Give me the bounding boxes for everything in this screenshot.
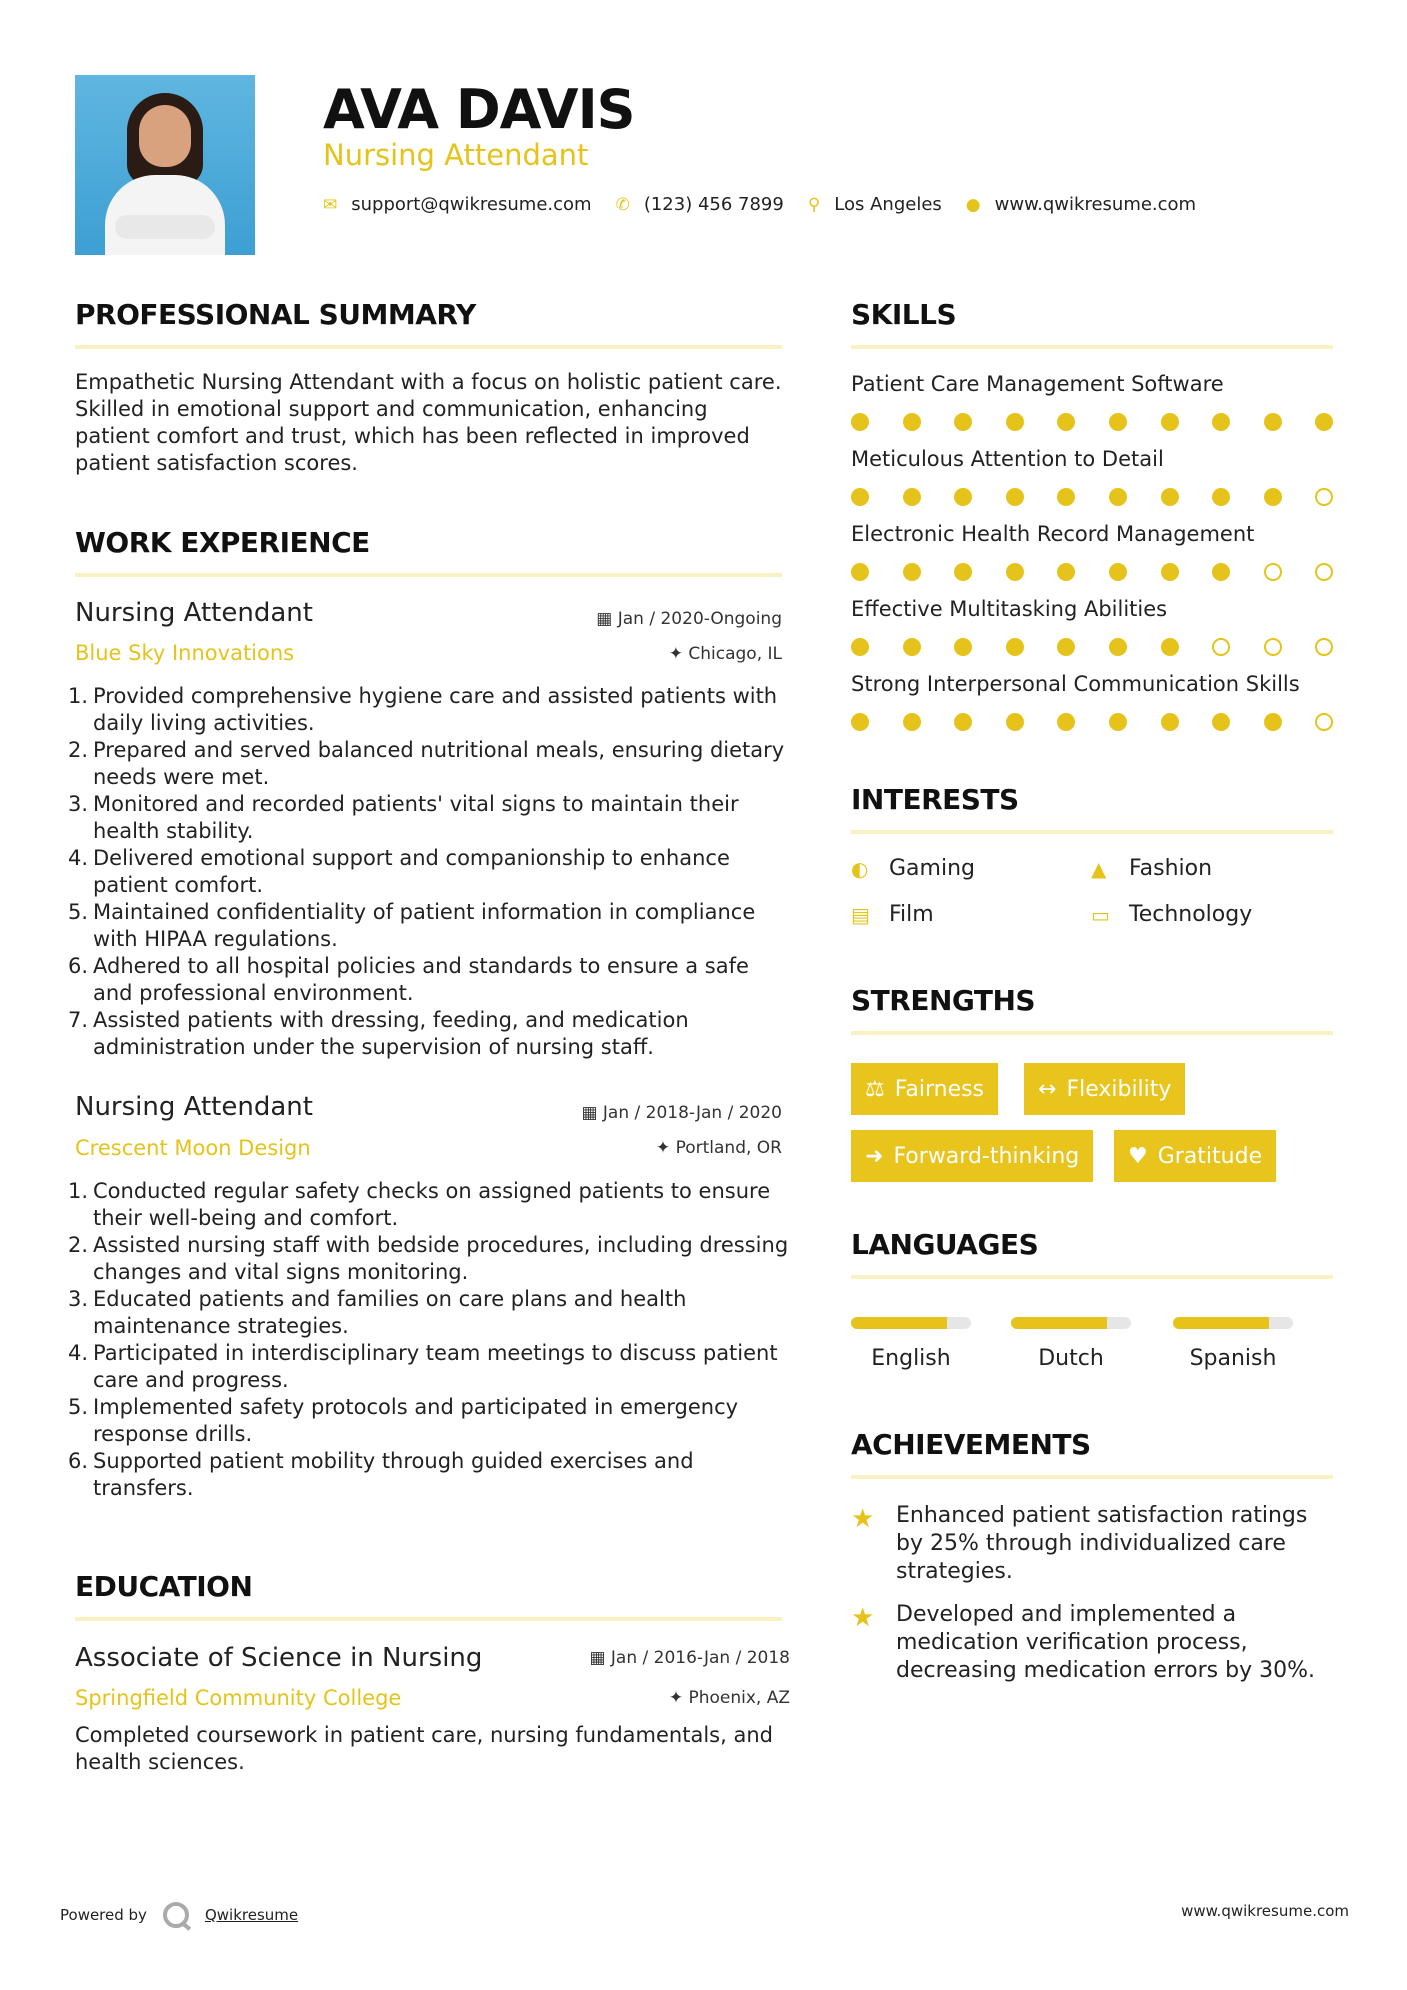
rating-dot-filled	[903, 638, 921, 656]
rating-dot-filled	[1161, 713, 1179, 731]
rating-dot-filled	[851, 413, 869, 431]
list-item: 4. Delivered emotional support and companionship to enhance patient comfort.	[68, 846, 730, 897]
skill-name: Patient Care Management Software	[851, 372, 1224, 396]
education-text: Completed coursework in patient care, nursing fundamentals, and health sciences.	[75, 1723, 773, 1774]
rating-dot-filled	[1161, 488, 1179, 506]
rating-dot-empty	[1264, 638, 1282, 656]
languages-title: LANGUAGES	[851, 1228, 1039, 1261]
rating-dot-filled	[1057, 413, 1075, 431]
list-item: 2. Prepared and served balanced nutritional meals, ensuring dietary needs were met.	[68, 738, 785, 789]
job-company: Blue Sky Innovations	[75, 641, 295, 665]
rating-dot-filled	[1161, 638, 1179, 656]
list-item: 2. Assisted nursing staff with bedside procedures, including dressing changes and vital signs monitoring.	[68, 1233, 789, 1284]
laptop-icon: ▭	[1091, 902, 1110, 927]
list-item: 6. Supported patient mobility through guided exercises and transfers.	[68, 1449, 694, 1500]
list-item: 7. Assisted patients with dressing, feeding, and medication administration under the supervision of nursing staff.	[68, 1008, 689, 1059]
school-name: Springfield Community College	[75, 1686, 402, 1710]
list-item: 3. Educated patients and families on care plans and health maintenance strategies.	[68, 1287, 687, 1338]
rating-dot-empty	[1315, 488, 1333, 506]
list-item: 5. Maintained confidentiality of patient information in compliance with HIPAA regulations.	[68, 900, 756, 951]
pin-icon: ✦	[655, 1138, 671, 1158]
rating-dot-filled	[851, 488, 869, 506]
rating-dot-filled	[851, 563, 869, 581]
rating-dot-filled	[1057, 638, 1075, 656]
rating-dot-filled	[851, 713, 869, 731]
skill-rating	[851, 563, 1335, 583]
envelope-icon: ✉	[323, 194, 338, 215]
rating-dot-filled	[954, 488, 972, 506]
strength-flexibility: ↔ Flexibility	[1024, 1063, 1185, 1115]
strengths-title: STRENGTHS	[851, 984, 1036, 1017]
rating-dot-filled	[1161, 413, 1179, 431]
list-item: 1. Provided comprehensive hygiene care and assisted patients with daily living activities.	[68, 684, 778, 735]
list-item: 3. Monitored and recorded patients' vital signs to maintain their health stability.	[68, 792, 739, 843]
section-divider	[75, 1617, 782, 1621]
degree-title: Associate of Science in Nursing	[75, 1643, 483, 1673]
language-name: Dutch	[1038, 1346, 1104, 1371]
pin-icon: ✦	[668, 1688, 684, 1708]
rating-dot-filled	[1264, 713, 1282, 731]
job-date: ▦ Jan / 2020-Ongoing	[596, 609, 782, 629]
rating-dot-filled	[1212, 413, 1230, 431]
education-title: EDUCATION	[75, 1570, 253, 1603]
rating-dot-filled	[1315, 413, 1333, 431]
list-item: 5. Implemented safety protocols and participated in emergency response drills.	[68, 1395, 739, 1446]
achievements-title: ACHIEVEMENTS	[851, 1428, 1091, 1461]
contact-website[interactable]: www.qwikresume.com	[994, 194, 1197, 215]
rating-dot-filled	[1212, 563, 1230, 581]
section-divider	[851, 1275, 1333, 1279]
interest-gaming: ◐ Gaming	[851, 856, 975, 881]
calendar-icon: ▦	[596, 609, 613, 629]
rating-dot-filled	[1109, 713, 1127, 731]
rating-dot-filled	[851, 638, 869, 656]
section-divider	[851, 345, 1333, 349]
contact-phone[interactable]: (123) 456 7899	[643, 194, 784, 215]
language-level-fill	[851, 1317, 947, 1329]
language-name: Spanish	[1189, 1346, 1277, 1371]
job-title: Nursing Attendant	[75, 1092, 313, 1122]
rating-dot-empty	[1315, 563, 1333, 581]
rating-dot-filled	[1109, 563, 1127, 581]
rating-dot-filled	[1212, 713, 1230, 731]
film-icon: ▤	[851, 902, 870, 927]
achievement-item: ★ Developed and implemented a medication verification process, decreasing medication errors by 30%.	[851, 1602, 1315, 1683]
profile-photo	[75, 75, 255, 255]
skill-rating	[851, 713, 1335, 733]
list-item: 4. Participated in interdisciplinary team meetings to discuss patient care and progress.	[68, 1341, 778, 1392]
interest-film: ▤ Film	[851, 902, 934, 927]
list-item: 6. Adhered to all hospital policies and standards to ensure a safe and professional environment.	[68, 954, 749, 1005]
rating-dot-filled	[1057, 488, 1075, 506]
rating-dot-filled	[954, 563, 972, 581]
strength-forward-thinking: ➜ Forward-thinking	[851, 1130, 1093, 1182]
experience-title: WORK EXPERIENCE	[75, 526, 370, 559]
language-level-fill	[1173, 1317, 1269, 1329]
rating-dot-filled	[1109, 413, 1127, 431]
footer-powered-by: Powered by Qwikresume	[60, 1902, 298, 1928]
arrows-horizontal-icon: ↔	[1038, 1076, 1057, 1102]
rating-dot-filled	[1057, 713, 1075, 731]
skill-rating	[851, 488, 1335, 508]
calendar-icon: ▦	[589, 1648, 606, 1668]
language-level-bar	[851, 1317, 971, 1329]
section-divider	[851, 1031, 1333, 1035]
rating-dot-filled	[1264, 413, 1282, 431]
rating-dot-filled	[903, 413, 921, 431]
rating-dot-filled	[1057, 563, 1075, 581]
skill-name: Meticulous Attention to Detail	[851, 447, 1164, 471]
gamepad-icon: ◐	[851, 856, 869, 881]
rating-dot-empty	[1315, 638, 1333, 656]
shopping-bag-icon: ▲	[1091, 856, 1107, 881]
skills-title: SKILLS	[851, 298, 957, 331]
section-divider	[75, 345, 782, 349]
rating-dot-filled	[1109, 638, 1127, 656]
rating-dot-filled	[1161, 563, 1179, 581]
candidate-name: AVA DAVIS	[323, 78, 635, 141]
summary-title: PROFESSIONAL SUMMARY	[75, 298, 476, 331]
arrow-right-icon: ➜	[865, 1143, 884, 1169]
rating-dot-filled	[1212, 488, 1230, 506]
interest-technology: ▭ Technology	[1091, 902, 1253, 927]
section-divider	[75, 573, 782, 577]
language-level-fill	[1011, 1317, 1107, 1329]
rating-dot-filled	[1006, 413, 1024, 431]
rating-dot-filled	[1006, 713, 1024, 731]
globe-icon: ●	[965, 194, 981, 215]
rating-dot-filled	[1264, 488, 1282, 506]
rating-dot-filled	[954, 638, 972, 656]
rating-dot-filled	[903, 488, 921, 506]
contact-email[interactable]: support@qwikresume.com	[351, 194, 592, 215]
star-icon: ★	[851, 1603, 875, 1633]
candidate-role: Nursing Attendant	[323, 138, 589, 172]
heart-icon: ♥	[1128, 1143, 1148, 1169]
skill-rating	[851, 413, 1335, 433]
footer-brand-link[interactable]: Qwikresume	[204, 1906, 299, 1924]
calendar-icon: ▦	[581, 1103, 598, 1123]
skill-name: Electronic Health Record Management	[851, 522, 1255, 546]
school-location: ✦ Phoenix, AZ	[668, 1688, 790, 1708]
contact-bar	[323, 194, 1220, 215]
qwikresume-logo-icon	[163, 1902, 189, 1928]
section-divider	[851, 1475, 1333, 1479]
rating-dot-empty	[1264, 563, 1282, 581]
rating-dot-filled	[1006, 638, 1024, 656]
contact-location: Los Angeles	[834, 194, 942, 215]
job-bullets	[68, 683, 790, 1061]
rating-dot-filled	[1109, 488, 1127, 506]
job-date: ▦ Jan / 2018-Jan / 2020	[581, 1103, 782, 1123]
rating-dot-empty	[1212, 638, 1230, 656]
section-divider	[851, 830, 1333, 834]
skill-name: Strong Interpersonal Communication Skills	[851, 672, 1300, 696]
strength-fairness: ⚖ Fairness	[851, 1063, 998, 1115]
rating-dot-filled	[1006, 488, 1024, 506]
job-title: Nursing Attendant	[75, 598, 313, 628]
pin-icon: ✦	[668, 644, 683, 664]
education-date: ▦ Jan / 2016-Jan / 2018	[589, 1648, 790, 1668]
rating-dot-filled	[1006, 563, 1024, 581]
list-item: 1. Conducted regular safety checks on assigned patients to ensure their well-being and comfort.	[68, 1179, 771, 1230]
balance-scale-icon: ⚖	[865, 1076, 885, 1102]
star-icon: ★	[851, 1504, 875, 1534]
phone-icon: ✆	[615, 194, 630, 215]
summary-text: Empathetic Nursing Attendant with a focus on holistic patient care. Skilled in emotional support and communication, enhancing patient comfort and trust, which has been reflected in improved patient satisfaction scores.	[75, 370, 782, 475]
achievement-item: ★ Enhanced patient satisfaction ratings by 25% through individualized care strategies.	[851, 1503, 1308, 1584]
job-company: Crescent Moon Design	[75, 1136, 311, 1160]
language-level-bar	[1011, 1317, 1131, 1329]
interests-title: INTERESTS	[851, 783, 1019, 816]
rating-dot-filled	[954, 713, 972, 731]
job-location: ✦ Chicago, IL	[668, 644, 782, 664]
job-bullets	[68, 1178, 790, 1502]
skill-name: Effective Multitasking Abilities	[851, 597, 1168, 621]
job-location: ✦ Portland, OR	[655, 1138, 782, 1158]
interest-fashion: ▲ Fashion	[1091, 856, 1213, 881]
map-pin-icon: ⚲	[807, 194, 821, 215]
language-level-bar	[1173, 1317, 1293, 1329]
strength-gratitude: ♥ Gratitude	[1114, 1130, 1276, 1182]
rating-dot-filled	[954, 413, 972, 431]
rating-dot-filled	[903, 713, 921, 731]
footer-url[interactable]: www.qwikresume.com	[1181, 1902, 1349, 1920]
rating-dot-empty	[1315, 713, 1333, 731]
skill-rating	[851, 638, 1335, 658]
rating-dot-filled	[903, 563, 921, 581]
language-name: English	[871, 1346, 951, 1371]
